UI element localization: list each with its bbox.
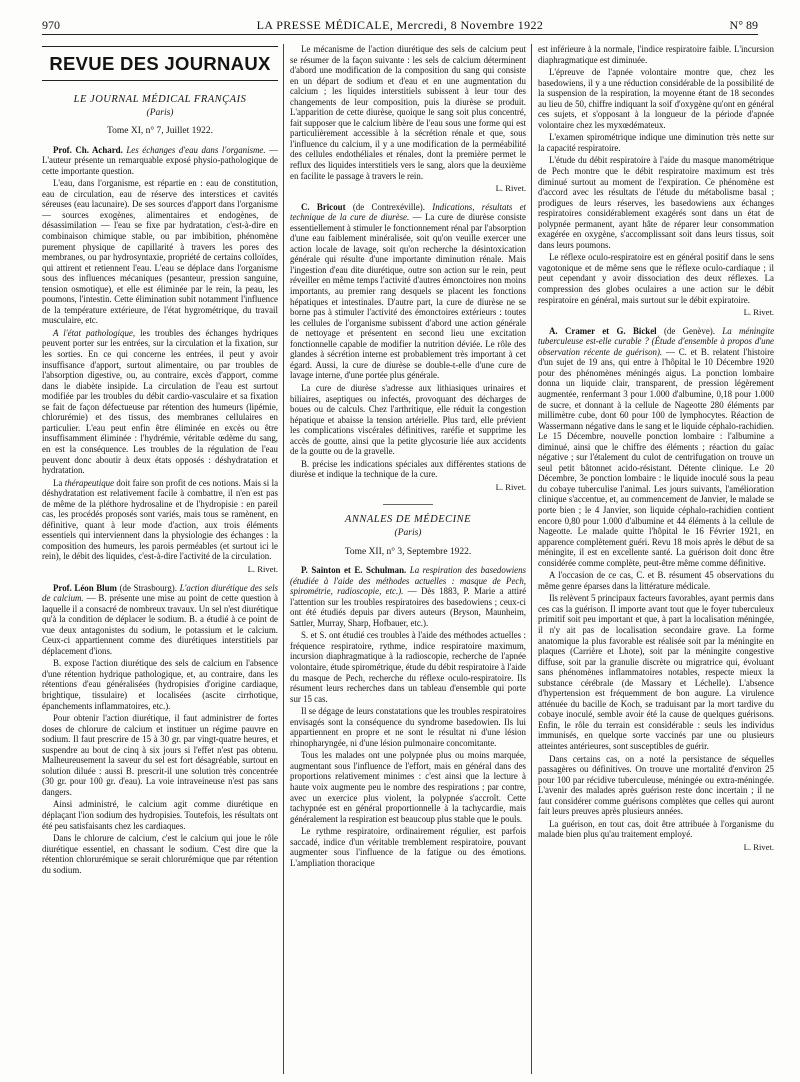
paragraph: Dans le chlorure de calcium, c'est le calcium qui joue le rôle diurétique essentiel, en chassant le sodium. C'est dire que la rétention chlorurémique se serait chlorurémique que par rétention du sodium. bbox=[42, 833, 278, 875]
paragraph-text: — B. présente une mise au point de cette question à laquelle il a consacré de nombreux travaux. Un sel n'est diurétique qu'à la condition de déplacer le sodium. B. a étudié à ce point de vue deux antagonistes du sodium, le potassium et le calcium. Ceux-ci appartiennent comme des diurétiques interstitiels par déplacement d'ions. bbox=[42, 593, 278, 656]
article-authors: C. Bricout bbox=[301, 201, 346, 212]
journal-city: (Paris) bbox=[394, 527, 422, 538]
journal-city: (Paris) bbox=[146, 107, 174, 118]
paragraph-text: doit faire son profit de ces notions. Mais si la déshydratation est relativement facile à combattre, il n'en est pas de même de la pléthore hydrosaline et de l'hydropisie : en pareil cas, les procédés proposés sont variés, mais tous se ramènent, en définitive, quant à leur mode d'action, aux trois éléments essentiels qui interviennent dans la physiologie des échanges : la composition des humeurs, les parois perméables (et surtout ici le rein), le débit des liquides, c'est-à-dire l'activité de la circulation. bbox=[42, 477, 278, 562]
paragraph: Dans certains cas, on a noté la persistance de séquelles passagères ou définitives. On trouve une mortalité d'environ 25 pour 100 par récidive tuberculeuse, méningée ou extra-méningée. L'avenir des malades après guérison reste donc incertain ; il ne faut considérer comme guérisons complètes que celles qui auront fait leurs preuves après plusieurs années. bbox=[538, 753, 774, 817]
article-title: La méningite tuberculeuse est-elle curable ? (Étude d'ensemble à propos d'une observation récente de guérison). bbox=[538, 325, 774, 357]
running-header bbox=[42, 16, 758, 35]
article-authors: Prof. Ch. Achard. bbox=[53, 144, 123, 155]
column-left bbox=[42, 44, 278, 1074]
paragraph: Le rythme respiratoire, ordinairement régulier, est parfois saccadé, indice d'un véritable tremblement respiratoire, pouvant augmenter sous l'influence de la fatigue ou des émotions. L'ampliation thoracique bbox=[290, 826, 526, 868]
column-middle bbox=[290, 44, 526, 1074]
paragraph-text: — L'auteur présente un remarquable exposé physio-pathologique de cette importante question. bbox=[42, 144, 278, 176]
journal-name: LE JOURNAL MÉDICAL FRANÇAIS bbox=[73, 94, 247, 105]
column-right bbox=[538, 44, 774, 1074]
page-number: 970 bbox=[42, 18, 60, 32]
column-rule bbox=[283, 44, 284, 1074]
paragraph bbox=[42, 478, 278, 562]
column-rule bbox=[531, 44, 532, 1074]
paragraph: Le réflexe oculo-respiratoire est en général positif dans le sens vagotonique et de même sens que le réflexe oculo-cardiaque ; il peut cependant y avoir dissociation des deux réflexes. La compression des globes oculaires a une action sur le débit respiratoire en général, mais surtout sur le débit expiratoire. bbox=[538, 252, 774, 305]
paragraph-text: — C. et B. relatent l'histoire d'un sujet de 19 ans, qui entre à l'hôpital le 10 Décembre 1920 pour des phénomènes méningés aigus. La ponction lombaire donna un liquide clair, transparent, de pression légèrement augmentée, renfermant 3 pour 1.000 d'albumine, 0,18 pour 1.000 de sucre, et donnant à la cellule de Nageotte 280 éléments par millimètre cube, dont 60 pour 100 de lymphocytes. Réaction de Wassermann négative dans le sang et le liquide céphalo-rachidien. Le 15 Décembre, nouvelle ponction lombaire : l'albumine a diminué, ainsi que le chiffre des éléments ; réaction du gaïac négative ; sur l'étalement du culot de centrifugation on trouve un seul petit bâtonnet acido-résistant. Détente clinique. Le 20 Décembre, 3e ponction lombaire : le liquide inoculé sous la peau du cobaye tuberculise l'animal. Les jours suivants, l'amélioration clinique s'accentue, et, au commencement de Janvier, le malade se porte bien ; le 4 Janvier, son liquide céphalo-rachidien contient encore 0,80 pour 1.000 d'albumine et 44 éléments à la cellule de Nageotte. Le malade quitte l'hôpital le 16 Février 1921, en apparence complètement guéri. Revu 18 mois après le début de sa méningite, il est en excellente santé. La guérison doit donc être considérée comme complète, peut-être même comme définitive. bbox=[538, 346, 774, 568]
paragraph-text: La bbox=[53, 477, 63, 488]
article-authors: P. Sainton et E. Schulman. bbox=[301, 565, 407, 576]
article-abstract bbox=[42, 583, 278, 657]
journal-issue: Tome XI, n° 7, Juillet 1922. bbox=[106, 126, 214, 137]
article-title: La respiration des basedowiens (étudiée à l'aide des méthodes actuelles : masque de Pech, spirométrie, radioscopie, etc.). bbox=[290, 565, 526, 597]
article-title: L'action diurétique des sels de calcium. bbox=[42, 582, 278, 604]
journal-name: ANNALES DE MÉDECINE bbox=[344, 514, 472, 526]
paragraph: Ils relèvent 5 principaux facteurs favorables, ayant permis dans ces cas la guérison. Il importe avant tout que le foyer tuberculeux primitif soit peu important et que, à part la localisation méningée, il n'y ait pas de localisation secondaire grave. La forme anatomique la plus favorable est réalisée soit par la méningite en plaques (Carrière et Lhote), soit par la méningite congestive diffuse, soit par la granulie discrète ou migratrice qui, évoluant sans phénomènes inflammatoires notables, respecte mieux la substance cérébrale (de Massary et Léchelle). L'absence d'hypertension est fréquemment de bon augure. La virulence atténuée du bacille de Koch, se traduisant par la mort tardive du cobaye inoculé, semble avoir été la cause de quelques guérisons. Enfin, le rôle du terrain est considérable : seuls les individus immunisés, en quelque sorte vaccinés par une ou plusieurs atteintes antérieures, sont susceptibles de guérir. bbox=[538, 593, 774, 751]
section-divider bbox=[383, 504, 433, 505]
paragraph: Pour obtenir l'action diurétique, il faut administrer de fortes doses de chlorure de calcium et instituer un régime pauvre en sodium. Il faut prescrire de 15 à 30 gr. par vingt-quatre heures, et suspendre au bout de cinq à six jours si l'effet n'est pas obtenu. Malheureusement la saveur du sel est fort désagréable, surtout en solution diluée : aussi B. prescrit-il une solution très concentrée (30 gr. pour 100 gr. d'eau). La voie intraveineuse n'est pas sans dangers. bbox=[42, 713, 278, 797]
article-title: Indications, résultats et technique de la cure de diurèse. bbox=[290, 201, 526, 223]
paragraph: Le mécanisme de l'action diurétique des sels de calcium peut se résumer de la façon suivante : les sels de calcium déterminent d'abord une modification de la composition du sang qui consiste en un départ de sodium et d'eau et en une augmentation du calcium ; les liquides interstitiels subissent à leur tour des changements de leur composition, puis la diurèse se produit. L'apparition de cette diurèse, quoique le sang soit plus concentré, fait supposer que le calcium libère de l'eau sous une forme qui est particulièrement accessible à la sécrétion rénale et que, sous l'influence du calcium, il y a une modification de la perméabilité des cellules endothéliales et rénales, dont la première permet le reflux des liquides interstitiels vers le sang, alors que la deuxième en facilite le passage à travers le rein. bbox=[290, 44, 526, 181]
paragraph: B. précise les indications spéciales aux différentes stations de diurèse et indique la technique de la cure. bbox=[290, 458, 526, 480]
author-affiliation: (de Strasbourg). bbox=[119, 582, 177, 593]
paragraph-text: — Dès 1883, P. Marie a attiré l'attention sur les troubles respiratoires des basedowiens ; ceux-ci ont été étudiés depuis par divers auteurs (Bryson, Maunheim, Sattler, Murray, Sharp, Hofbauer, etc.). bbox=[290, 586, 526, 628]
article-signature: L. Rivet. bbox=[495, 481, 526, 492]
paragraph: La cure de diurèse s'adresse aux lithiasiques urinaires et biliaires, aseptiques ou infectés, provoquant des décharges de boues ou de calculs. Chez l'arthritique, elle réduit la congestion hépatique et abaisse la tension artérielle. Plus tard, elle prévient les complications viscérales définitives, raréfie et supprime les accès de goutte, ainsi que la petite glycosurie liée aux accidents de la goutte ou de la gravelle. bbox=[290, 382, 526, 457]
paragraph: est inférieure à la normale, l'indice respiratoire faible. L'incursion diaphragmatique est diminuée. bbox=[538, 44, 774, 65]
article-authors: Prof. Léon Blum bbox=[53, 582, 117, 593]
article-signature: L. Rivet. bbox=[743, 307, 774, 318]
journal-issue: Tome XII, n° 3, Septembre 1922. bbox=[344, 546, 472, 557]
article-title: Les échanges d'eau dans l'organisme. bbox=[126, 144, 266, 155]
author-affiliation: (de Contrexéville). bbox=[352, 201, 425, 212]
paragraph-text: — La cure de diurèse consiste essentiellement à stimuler le fonctionnement rénal par l'absorption d'une eau faiblement minéralisée, soit qu'on veuille exercer une action locale de lavage, soit qu'on recherche la désintoxication générale qui résulte d'une importante diminution rénale. Mais l'ingestion d'eau dite diurétique, outre son action sur le rein, peut réveiller en même temps l'activité d'autres émonctoires non moins importants, au premier rang desquels se placent les fonctions hépatiques et intestinales. D'autre part, la cure de diurèse ne se borne pas à stimuler l'activité des émonctoires extérieurs : toutes les cellules de l'organisme subissent d'abord une action générale de nettoyage et présentent en second lieu une excitation fonctionnelle capable de modifier la nutrition déviée. Le rôle des glandes à sécrétion interne est probablement très important à cet égard. Aussi, la cure de diurèse se double-t-elle d'une cure de lavage interne, d'une portée plus générale. bbox=[290, 212, 526, 381]
paragraph: La guérison, en tout cas, doit être attribuée à l'organisme du malade bien plus qu'au traitement employé. bbox=[538, 818, 774, 840]
article-signature: L. Rivet. bbox=[247, 563, 278, 574]
paragraph: Ainsi administré, le calcium agit comme diurétique en déplaçant l'ion sodium des hydropisies. Toutefois, les résultats ont été peu satisfaisants chez les cardiaques. bbox=[42, 799, 278, 831]
inline-emphasis: A l'état pathologique, bbox=[53, 327, 136, 338]
paragraph: Il se dégage de leurs constatations que les troubles respiratoires envisagés sont la conséquence du syndrome basedowien. Ils lui appartiennent en propre et ne sont le résultat ni d'une lésion rhinopharyngée, ni d'une lésion pulmonaire concomitante. bbox=[290, 706, 526, 748]
paragraph: S. et S. ont étudié ces troubles à l'aide des méthodes actuelles : fréquence respiratoire, rythme, indice respiratoire maximum, incursion diaphragmatique à la radioscopie, recherche de l'apnée volontaire, étude spirométrique, étude du débit respiratoire à l'aide du masque de Pech, recherche du réflexe oculo-respiratoire. Ils résument leurs recherches dans un tableau d'ensemble qui porte sur 15 cas. bbox=[290, 630, 526, 704]
article-abstract bbox=[42, 145, 278, 177]
paragraph: B. expose l'action diurétique des sels de calcium en l'absence d'une rétention hydrique pathologique, et, au contraire, dans les rétentions d'eau généralisées (hydropisies d'origine cardiaque, brightique, tissulaire) et localisées (ascite cirrhotique, épanchements inflammatoires, etc.). bbox=[42, 658, 278, 711]
paragraph-text: les troubles des échanges hydriques peuvent porter sur les entrées, sur la circulation et la fixation, sur les sorties. En ce qui concerne les entrées, il peut y avoir insuffisance d'apport, surtout alimentaire, ou par troubles de l'absorption digestive, ou, au contraire, excès d'apport, comme dans le diabète insipide. La circulation de l'eau est surtout modifiée par les troubles du débit cardio-vasculaire et sa fixation se fait de façon défectueuse par rétention des humeurs (lipémie, chlorurémie) et des tissus, des membranes cellulaires en particulier. L'eau peut enfin être éliminée en excès ou être insuffisamment éliminée : l'hydrémie, véritable œdème du sang, en est la conséquence. Les troubles de la régulation de l'eau peuvent donc aboutir à deux états opposés : déshydratation et hydratation. bbox=[42, 327, 278, 476]
article-abstract bbox=[290, 565, 526, 628]
article-abstract bbox=[290, 202, 526, 381]
journal-masthead: LA PRESSE MÉDICALE, Mercredi, 8 Novembre 1922 bbox=[256, 18, 544, 32]
paragraph: L'examen spirométrique indique une diminution très nette sur la capacité respiratoire. bbox=[538, 132, 774, 153]
article-abstract bbox=[538, 326, 774, 569]
paragraph: L'étude du débit respiratoire à l'aide du masque manométrique de Pech montre que le débit respiratoire maximum est très diminué surtout au moment de l'expiration. Ce phénomène est d'accord avec les résultats de l'étude du métabolisme basal ; prodigues de leurs réserves, les basedowiens aux échanges respiratoires considérablement exagérés sont dans un état de polypnée permanent, ayant hâte de réparer leur consommation exagérée en oxygène, s'accomplissant soit dans leurs tissus, soit dans leurs poumons. bbox=[538, 155, 774, 250]
section-title: REVUE DES JOURNAUX bbox=[42, 46, 278, 81]
paragraph: L'épreuve de l'apnée volontaire montre que, chez les basedowiens, il y a une réduction considérable de la possibilité de la suspension de la respiration, la moyenne étant de 18 secondes au lieu de 50, chiffre indiquant la soif d'oxygène qu'ont en général ces sujets, et s'opposant à la longueur de la période d'apnée volontaire chez les myxœdémateux. bbox=[538, 67, 774, 130]
paragraph: A l'occasion de ce cas, C. et B. résument 45 observations du même genre éparses dans la littérature médicale. bbox=[538, 570, 774, 591]
article-authors: A. Cramer et G. Bickel bbox=[549, 325, 657, 336]
paragraph: Tous les malades ont une polypnée plus ou moins marquée, augmentant sous l'influence de l'effort, mais en général dans des proportions relativement minimes : c'est ainsi que la lecture à haute voix augmente peu le nombre des respirations ; par contre, avec un exercice plus violent, la polypnée s'accroît. Cette tachypnée est en général proportionnelle à la tachycardie, mais généralement la respiration est beaucoup plus stable que le pouls. bbox=[290, 750, 526, 824]
issue-number: N° 89 bbox=[729, 18, 758, 32]
paragraph bbox=[42, 328, 278, 476]
paragraph: L'eau, dans l'organisme, est répartie en : eau de constitution, eau de circulation, eau de réserve des interstices et cavités séreuses (eau lacunaire). De ses sources d'apport dans l'organisme — sources exogènes, alimentaires et endogènes, de désassimilation — l'eau se fixe par hydratation, c'est-à-dire en combinaison chimique stable, ou par imbibition, phénomène purement physique de capillarité à travers les pores des membranes, ou par hydrosyntaxie, propriété de certains colloïdes, qui attirent et retiennent l'eau. L'eau se déplace dans l'organisme sous des influences mécaniques (pesanteur, pression sanguine, tension osmotique), et elle est éliminée par le rein, la peau, les poumons, l'intestin. Cette élimination subit notamment l'influence de la température extérieure, de l'état hygrométrique, du travail musculaire, etc. bbox=[42, 178, 278, 326]
article-signature: L. Rivet. bbox=[495, 183, 526, 194]
article-signature: L. Rivet. bbox=[743, 841, 774, 852]
author-affiliation: (de Genève). bbox=[663, 325, 715, 336]
inline-emphasis: thérapeutique bbox=[64, 477, 115, 488]
